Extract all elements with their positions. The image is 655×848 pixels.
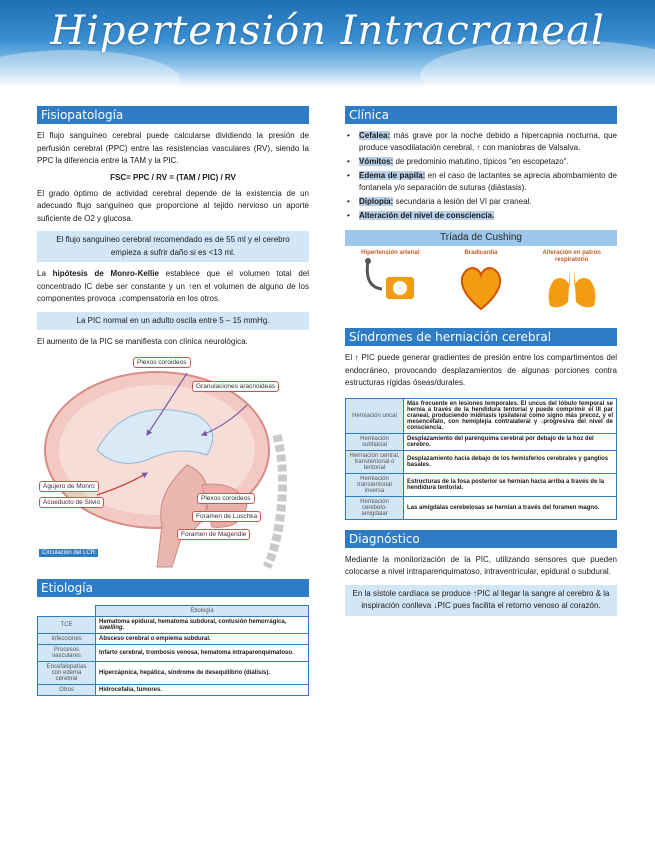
page-title: Hipertensión Intracraneal <box>50 8 605 54</box>
symptom-term: Cefalea: <box>359 131 391 140</box>
row-label: Herniación uncal <box>346 398 404 433</box>
paragraph-monro-kellie <box>37 268 309 306</box>
callout-flujo: El flujo sanguíneo cerebral recomendado es de 55 ml y el cerebro empieza a sufrir daño si es <13 ml. <box>37 231 309 262</box>
row-text: Absceso cerebral o empiema subdural. <box>96 633 309 644</box>
herniacion-table <box>345 398 617 520</box>
left-column <box>37 106 309 696</box>
formula: FSC= PPC / RV = (TAM / PIC) / RV <box>110 172 236 182</box>
blood-pressure-icon <box>360 257 420 309</box>
text: en el caso de lactantes se aprecia abombamiento de fontanela y/o separación de suturas (diástasis). <box>359 171 617 192</box>
row-text: Las amígdalas cerebelosas se hernian a través del foramen magno. <box>404 496 617 519</box>
highlight-term: hipótesis de Monro-Kellie <box>52 269 159 278</box>
paragraph: El aumento de la PIC se manifiesta con clínica neurológica. <box>37 337 248 346</box>
row-label: Procesos vasculares <box>38 644 96 661</box>
section-title-fisiopatologia: Fisiopatología <box>37 106 309 124</box>
etiologia-table <box>37 605 309 696</box>
table-header: Etiología <box>96 605 309 616</box>
lungs-icon <box>544 264 600 312</box>
list-item <box>345 210 617 222</box>
row-label: Infecciones <box>38 633 96 644</box>
row-text: Más frecuente en lesiones temporales. El uncus del lóbulo temporal se hernia a través de la hendidura tentorial y puede comprimir el III par craneal, produciendo midriasis ipsilateral como signo más precoz, y el mesencéfalo, con hemiplejía contralateral y ↓progresiva del nivel de consciencia. <box>404 398 617 433</box>
row-text: Hidrocefalia, tumores. <box>96 684 309 695</box>
heart-icon <box>456 257 506 313</box>
table-row <box>346 496 617 519</box>
symptom-term: Diplopía: <box>359 197 394 206</box>
symptom-term: Edema de papila: <box>359 171 426 180</box>
row-label: Herniación cerebelo-amigdalar <box>346 496 404 519</box>
cushing-triad <box>345 250 617 322</box>
row-text: Desplazamiento hacia debajo de los hemisferios cerebrales y ganglios basales. <box>404 450 617 473</box>
csf-circulation-diagram <box>37 355 309 571</box>
row-text: Estructuras de la fosa posterior se hernian hacia arriba a través de la hendidura tentorial. <box>404 473 617 496</box>
text: Hematoma epidural, hematoma subdural, contusión hemorrágica, <box>99 618 287 625</box>
diagram-label: Acueducto de Silvio <box>39 497 104 508</box>
triad-title: Tríada de Cushing <box>345 230 617 246</box>
paragraph: Mediante la monitorización de la PIC, utilizando sensores que pueden colocarse a nivel intraparenquimatoso, intraventricular, epidural o subdural. <box>345 554 617 576</box>
paragraph: El flujo sanguíneo cerebral puede calcularse dividiendo la presión de perfusión cerebral (PPC) entre las resistencias vasculares (RV), siendo la PPC la diferencia entre la TAM y la PIC. <box>37 131 309 165</box>
diagram-label: Granulaciones aracnoideas <box>192 381 279 392</box>
triad-label: Alteración en patrón respiratorio <box>542 250 601 263</box>
text: La <box>37 269 53 278</box>
triad-item-respiratorio <box>532 250 612 322</box>
symptom-term: Vómitos: <box>359 157 394 166</box>
symptom-term: Alteración del nivel de consciencia. <box>359 211 495 220</box>
list-item <box>345 196 617 208</box>
table-cell-empty <box>38 605 96 616</box>
row-label: Encefalopatías con edema cerebral <box>38 661 96 684</box>
header-banner <box>0 0 655 88</box>
table-row <box>38 633 309 644</box>
triad-item-hipertension <box>350 250 430 322</box>
table-row <box>38 684 309 695</box>
diagram-caption: Circulación del LCR <box>39 549 98 557</box>
callout-diagnostico: En la sístole cardíaca se produce ↑PIC al llegar la sangre al cerebro & la inspiración conlleva ↓PIC pues facilita el retorno venoso al corazón. <box>345 585 617 616</box>
row-label: Herniación central, transtentorial o tentorial <box>346 450 404 473</box>
table-row <box>346 450 617 473</box>
table-row <box>346 433 617 450</box>
diagram-label: Foramen de Luschka <box>192 511 261 522</box>
row-label: Otros <box>38 684 96 695</box>
row-text: Desplazamiento del parénquima cerebral por debajo de la hoz del cerebro. <box>404 433 617 450</box>
table-row <box>346 398 617 433</box>
row-label: Herniación subfalcial <box>346 433 404 450</box>
triad-item-bradicardia <box>441 250 521 322</box>
row-label: Herniación transtentorial inversa <box>346 473 404 496</box>
diagram-label: Agujero de Monro <box>39 481 99 492</box>
triad-label: Bradicardia <box>464 250 498 256</box>
section-title-herniacion: Síndromes de herniación cerebral <box>345 328 617 346</box>
row-text <box>96 616 309 633</box>
section-title-etiologia: Etiología <box>37 579 309 597</box>
callout-pic-normal: La PIC normal en un adulto oscila entre 5 – 15 mmHg. <box>37 312 309 331</box>
list-item <box>345 170 617 194</box>
text: secundaria a lesión del VI par craneal. <box>393 197 532 206</box>
table-row <box>38 644 309 661</box>
italic-text: swelling. <box>99 624 125 631</box>
table-row <box>38 661 309 684</box>
right-column <box>345 106 617 616</box>
text: más grave por la noche debido a hipercapnia nocturna, que produce vasodilatación cerebral, ↑ con maniobras de Valsalva. <box>359 131 617 152</box>
diagram-label: Foramen de Magendie <box>177 529 250 540</box>
text: establece que el volumen total del concentrado IC debe ser constante y un ↑en el volumen de alguno de los componentes provoca ↓compensatoria en los otros. <box>37 269 309 303</box>
paragraph: El ↑ PIC puede generar gradientes de presión entre los compartimentos del endocráneo, provocando desplazamientos de algunas porciones contra estructuras rígidas óseas/durales. <box>345 353 617 387</box>
text: de predominio matutino, típicos "en escopetazo". <box>393 157 569 166</box>
symptom-list <box>345 130 617 222</box>
diagram-label: Plexos coroideos <box>197 493 255 504</box>
section-title-clinica: Clínica <box>345 106 617 124</box>
watercolor-wash <box>0 50 180 88</box>
table-header-row <box>38 605 309 616</box>
triad-label: Hipertensión arterial <box>361 250 420 256</box>
row-text: Hipercápnica, hepática, síndrome de desequilibrio (diálisis). <box>96 661 309 684</box>
section-title-diagnostico: Diagnóstico <box>345 530 617 548</box>
table-row <box>346 473 617 496</box>
row-text: Infarto cerebral, trombosis venosa, hematoma intraparenquimatoso. <box>96 644 309 661</box>
paragraph: El grado óptimo de actividad cerebral depende de la existencia de un adecuado flujo sanguíneo que proporcione al tejido nervioso un aporte suficiente de O2 y glucosa. <box>37 188 309 223</box>
list-item <box>345 156 617 168</box>
table-row <box>38 616 309 633</box>
diagram-label: Plexos coroideos <box>133 357 191 368</box>
list-item <box>345 130 617 154</box>
row-label: TCE <box>38 616 96 633</box>
